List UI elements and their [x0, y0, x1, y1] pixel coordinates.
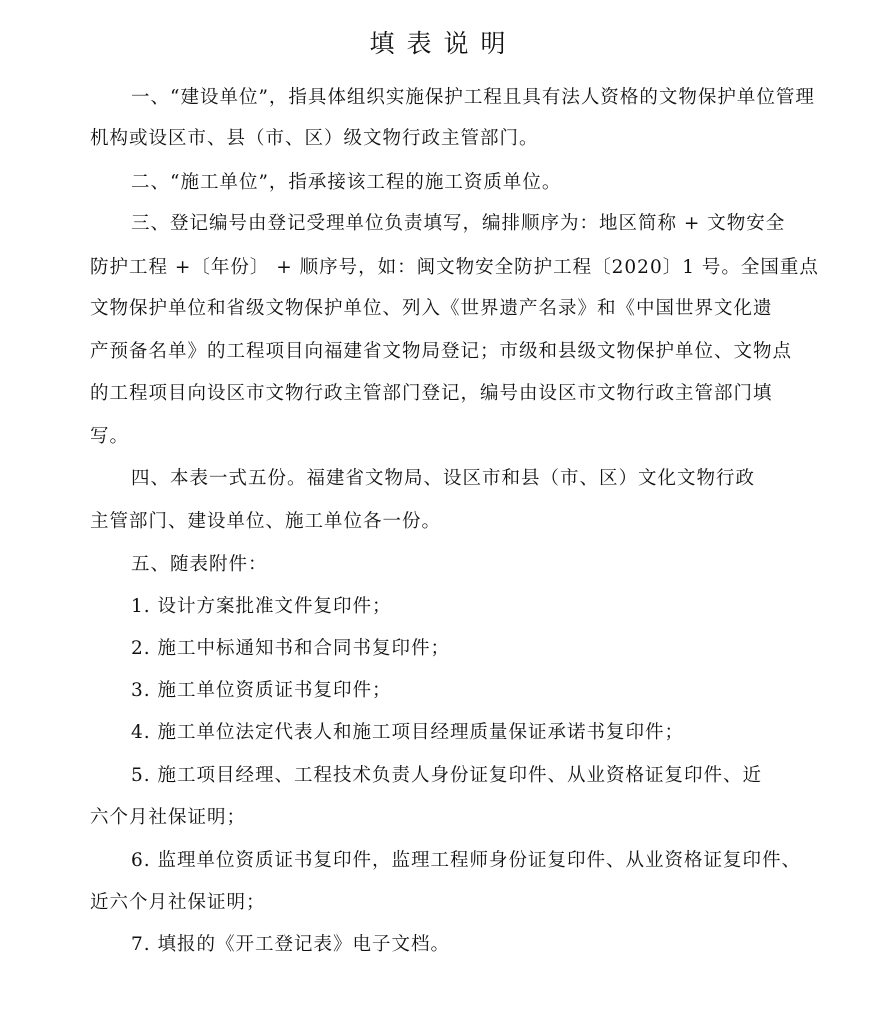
- note-3-line-5: 的工程项目向设区市文物行政主管部门登记，编号由设区市文物行政主管部门填: [90, 383, 773, 404]
- attachment-1: 1. 设计方案批准文件复印件；: [131, 596, 392, 617]
- note-1-line-2: 机构或设区市、县（市、区）级文物行政主管部门。: [90, 128, 539, 149]
- attachment-2: 2. 施工中标通知书和合同书复印件；: [131, 638, 451, 659]
- note-3-line-3: 文物保护单位和省级文物保护单位、列入《世界遗产名录》和《中国世界文化遗: [90, 298, 773, 319]
- note-3-line-1: 三、登记编号由登记受理单位负责填写，编排顺序为：地区简称 + 文物安全: [131, 213, 786, 234]
- attachment-3: 3. 施工单位资质证书复印件；: [131, 680, 392, 701]
- note-5-heading: 五、随表附件：: [131, 554, 268, 575]
- attachment-4: 4. 施工单位法定代表人和施工项目经理质量保证承诺书复印件；: [131, 722, 685, 743]
- note-3-line-4: 产预备名单》的工程项目向福建省文物局登记；市级和县级文物保护单位、文物点: [90, 341, 793, 362]
- note-1-line-1: 一、“建设单位”，指具体组织实施保护工程且具有法人资格的文物保护单位管理: [131, 87, 815, 108]
- note-3-line-2: 防护工程 +〔年份〕 + 顺序号，如：闽文物安全防护工程〔2020〕1 号。全国重点: [90, 257, 819, 278]
- attachment-5-line-2: 六个月社保证明；: [90, 807, 247, 828]
- attachment-5-line-1: 5. 施工项目经理、工程技术负责人身份证复印件、从业资格证复印件、近: [131, 765, 763, 786]
- note-4-line-2: 主管部门、建设单位、施工单位各一份。: [90, 511, 442, 532]
- attachment-6-line-1: 6. 监理单位资质证书复印件，监理工程师身份证复印件、从业资格证复印件、: [131, 850, 802, 871]
- note-4-line-1: 四、本表一式五份。福建省文物局、设区市和县（市、区）文化文物行政: [131, 468, 756, 489]
- page-title: 填表说明: [369, 29, 518, 58]
- note-2-line-1: 二、“施工单位”，指承接该工程的施工资质单位。: [131, 172, 562, 193]
- note-3-line-6: 写。: [90, 426, 130, 447]
- attachment-6-line-2: 近六个月社保证明；: [90, 892, 266, 913]
- attachment-7: 7. 填报的《开工登记表》电子文档。: [131, 934, 451, 955]
